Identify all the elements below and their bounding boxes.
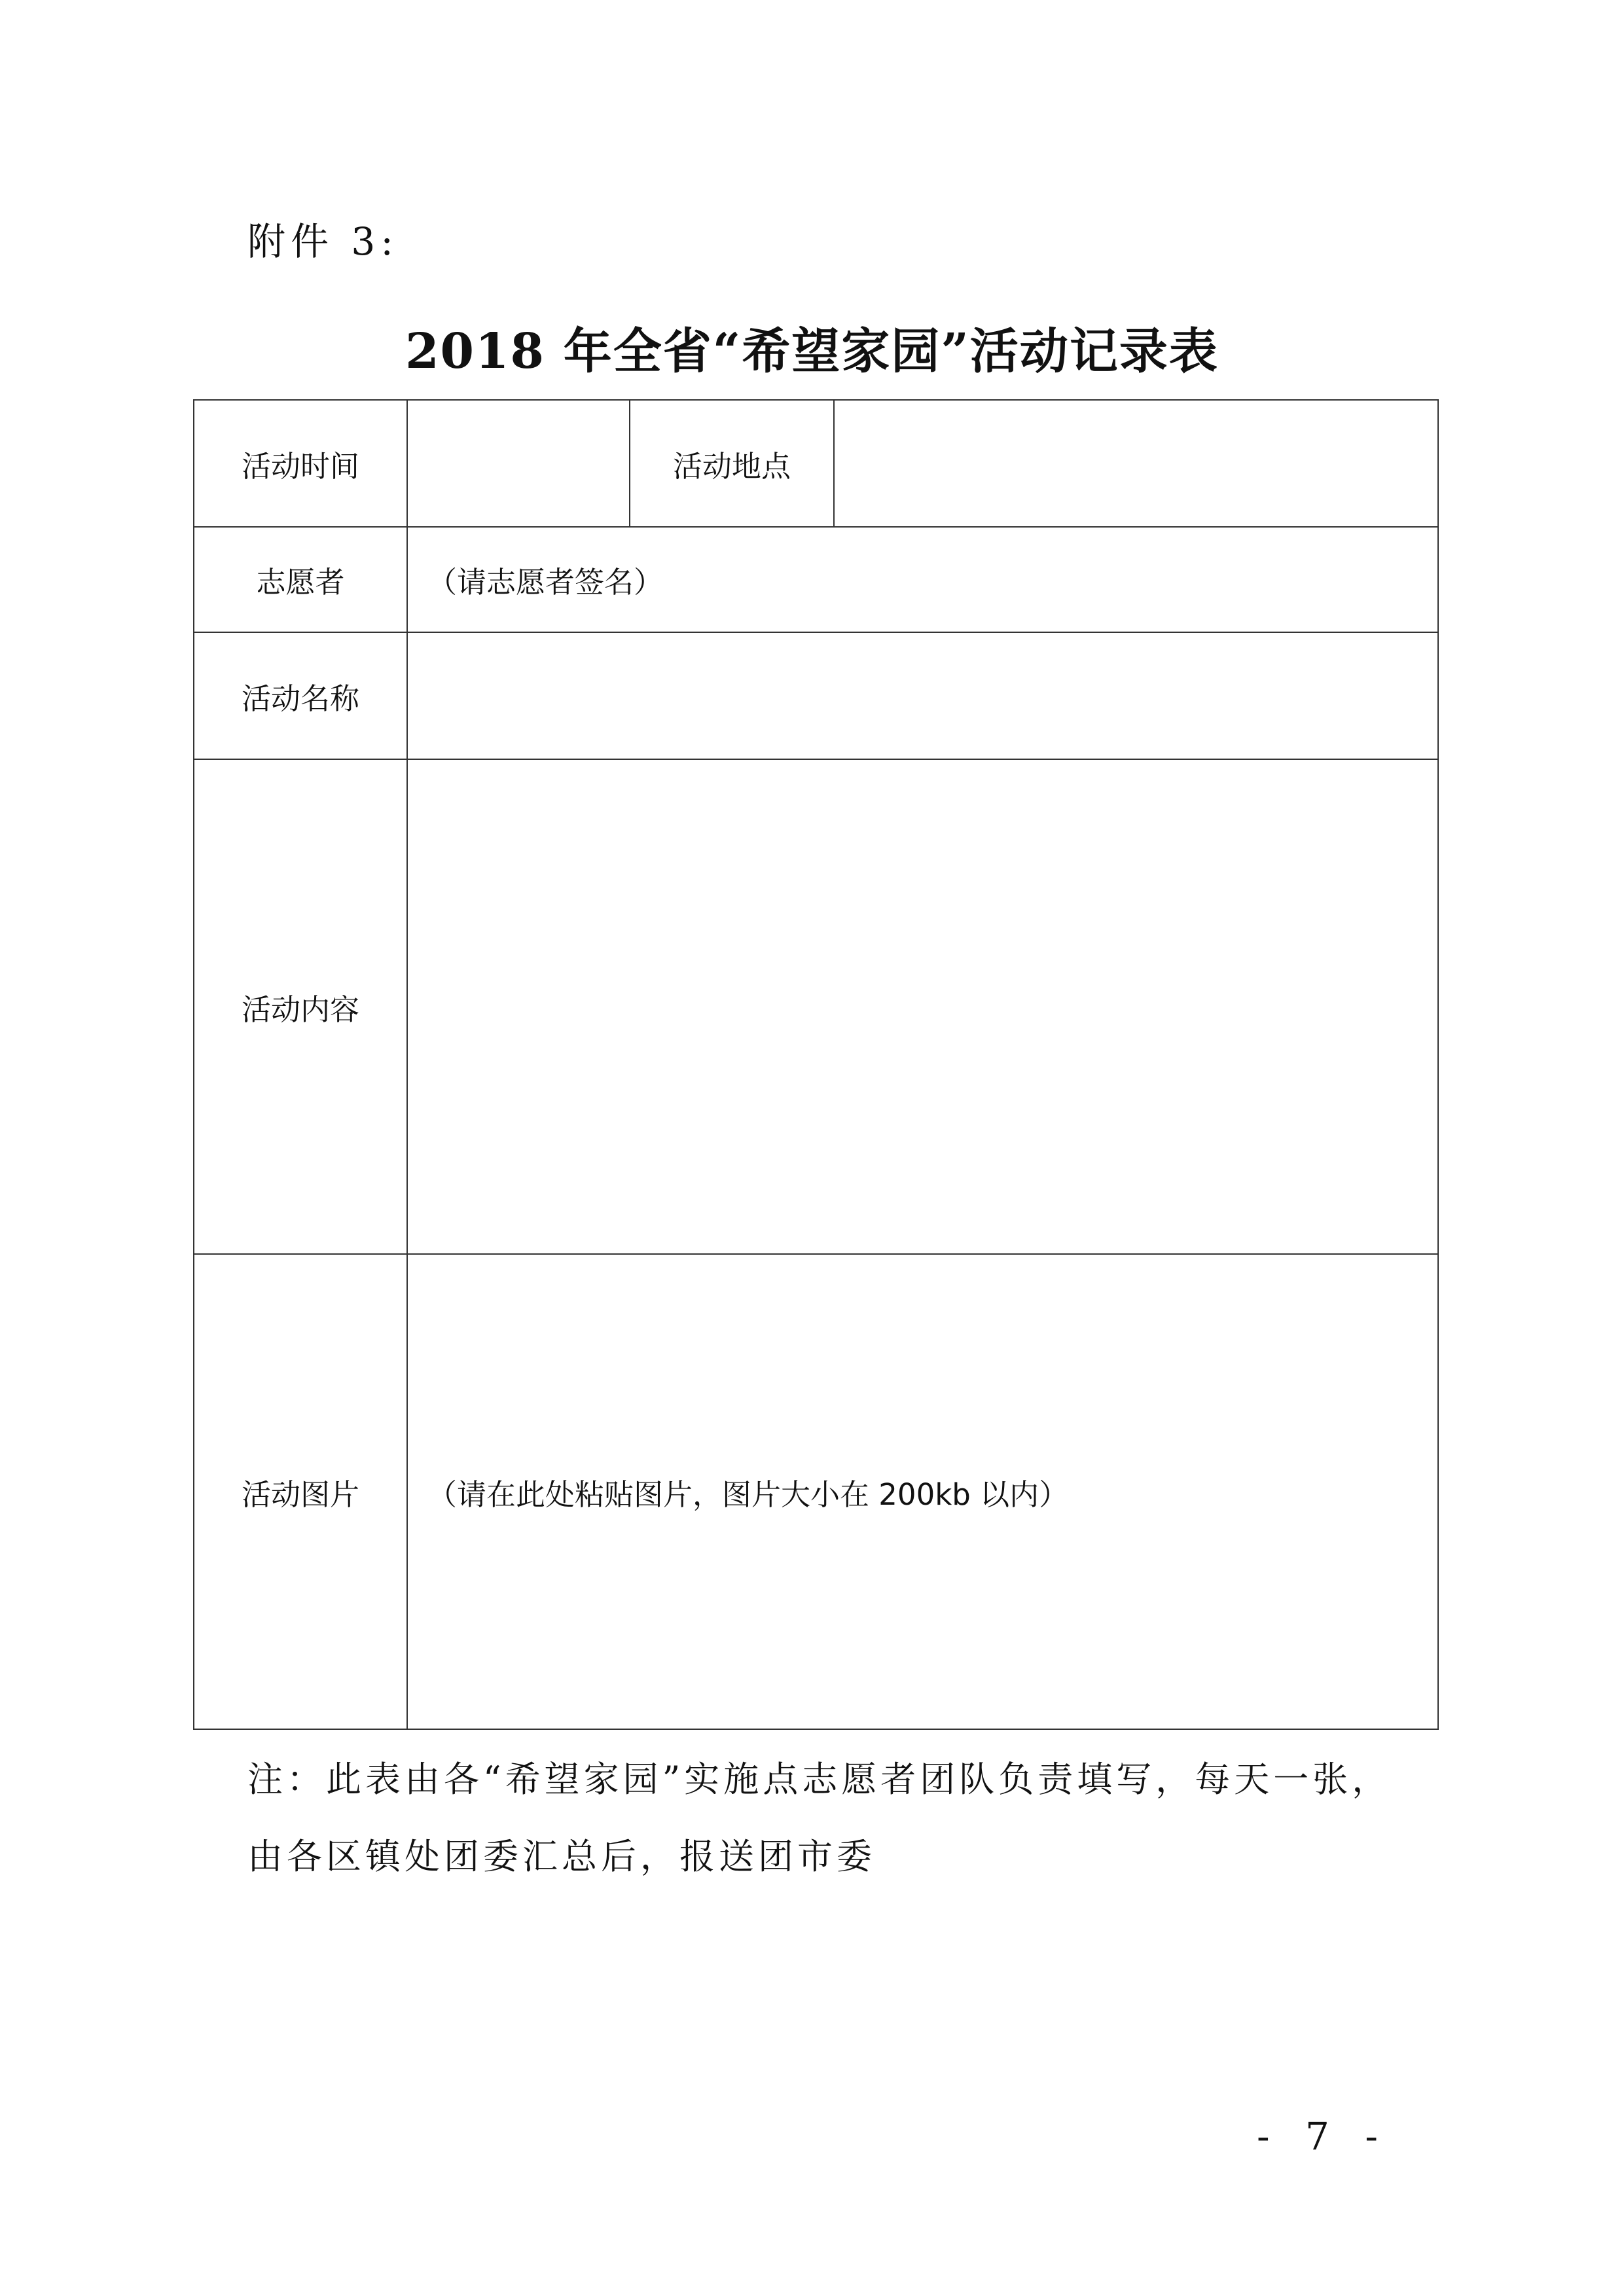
activity-photo-hint: （请在此处粘贴图片，图片大小在 200kb 以内） (427, 1477, 1069, 1512)
activity-time-field[interactable] (407, 400, 630, 527)
activity-name-label: 活动名称 (194, 632, 407, 759)
activity-name-field[interactable] (407, 632, 1438, 759)
note-line-2: 由各区镇处团委汇总后，报送团市委 (247, 1836, 876, 1877)
table-row (194, 400, 1438, 527)
volunteer-signature-field[interactable] (407, 527, 1438, 632)
table-row (194, 1254, 1438, 1729)
activity-time-label: 活动时间 (194, 400, 407, 527)
table-row (194, 632, 1438, 759)
page-number: - 7 - (1257, 2114, 1390, 2159)
activity-content-label: 活动内容 (194, 759, 407, 1254)
activity-place-label: 活动地点 (630, 400, 834, 527)
volunteer-label: 志愿者 (194, 527, 407, 632)
note-line-1: 注：此表由各“希望家园”实施点志愿者团队负责填写，每天一张， (247, 1759, 1392, 1800)
volunteer-signature-hint: （请志愿者签名） (427, 565, 664, 600)
document-title: 2018 年全省“希望家园”活动记录表 (405, 323, 1219, 380)
activity-content-field[interactable] (407, 759, 1438, 1254)
table-note (247, 1741, 1439, 1895)
activity-place-field[interactable] (834, 400, 1438, 527)
activity-photo-label: 活动图片 (194, 1254, 407, 1729)
activity-photo-field[interactable] (407, 1254, 1438, 1729)
table-row (194, 527, 1438, 632)
attachment-label: 附件 3: (247, 219, 399, 264)
activity-record-table (193, 399, 1439, 1730)
table-row (194, 759, 1438, 1254)
